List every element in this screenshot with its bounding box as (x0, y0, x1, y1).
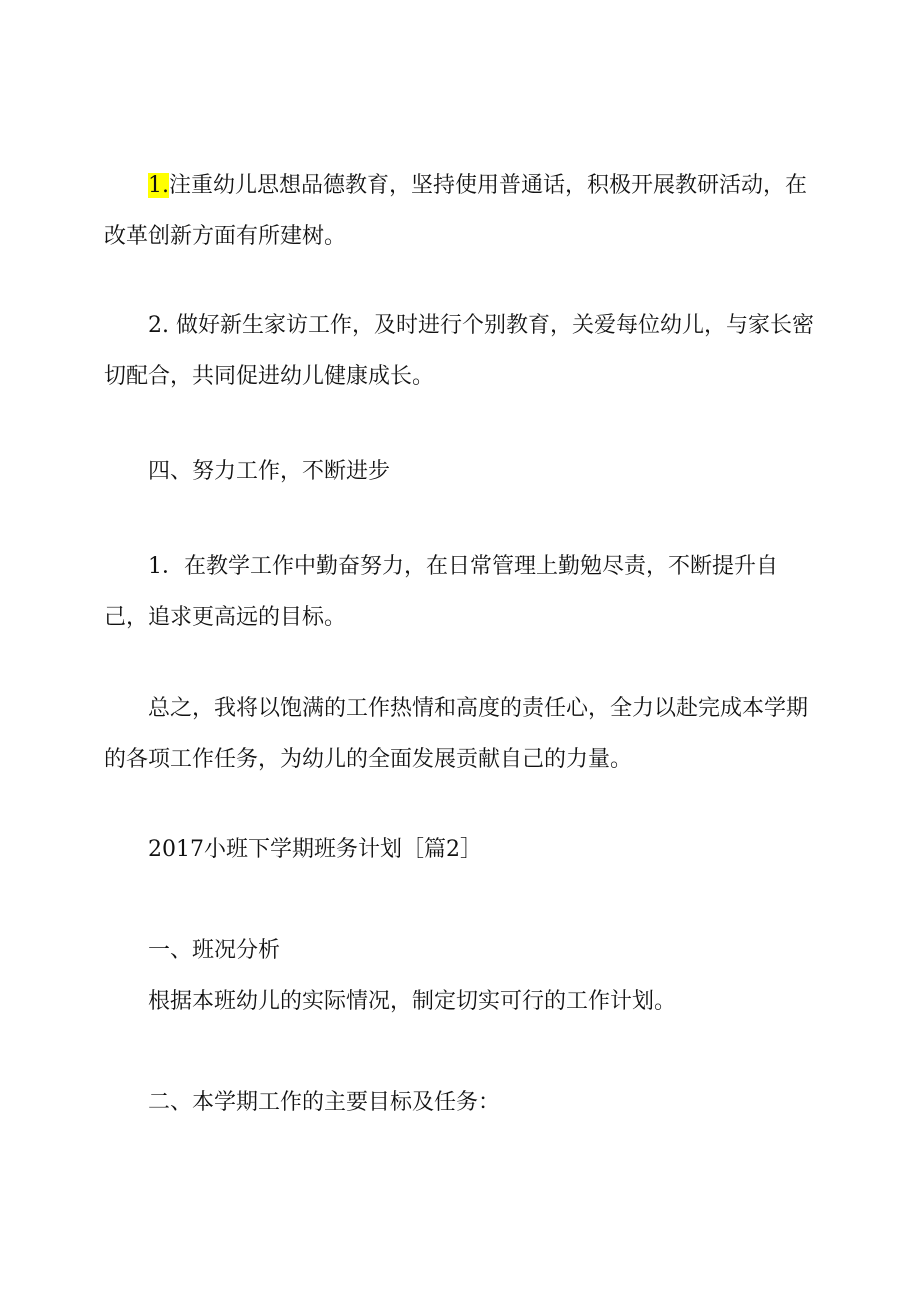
paragraph-conclusion: 总之，我将以饱满的工作热情和高度的责任心，全力以赴完成本学期的各项工作任务，为幼儿的全面发展贡献自己的力量。 (104, 696, 809, 772)
paragraph-moral-education (104, 160, 816, 262)
section-heading-goals-tasks: 二、本学期工作的主要目标及任务： (148, 1090, 501, 1115)
paragraph-teaching-effort: 1．在教学工作中勤奋努力，在日常管理上勤勉尽责，不断提升自己，追求更高远的目标。 (104, 554, 778, 630)
section-heading-work-hard: 四、努力工作，不断进步 (148, 459, 391, 484)
document-title-part2: 2017小班下学期班务计划［篇2］ (148, 837, 482, 862)
paragraph-class-analysis: 根据本班幼儿的实际情况，制定切实可行的工作计划。 (148, 989, 677, 1014)
highlighted-list-marker: 1. (148, 173, 169, 198)
section-heading-class-analysis: 一、班况分析 (148, 938, 281, 963)
paragraph-text: 注重幼儿思想品德教育，坚持使用普通话，积极开展教研活动，在改革创新方面有所建树。 (104, 173, 808, 249)
paragraph-home-visits: 2. 做好新生家访工作，及时进行个别教育，关爱每位幼儿，与家长密切配合，共同促进幼儿健康成长。 (104, 313, 814, 389)
